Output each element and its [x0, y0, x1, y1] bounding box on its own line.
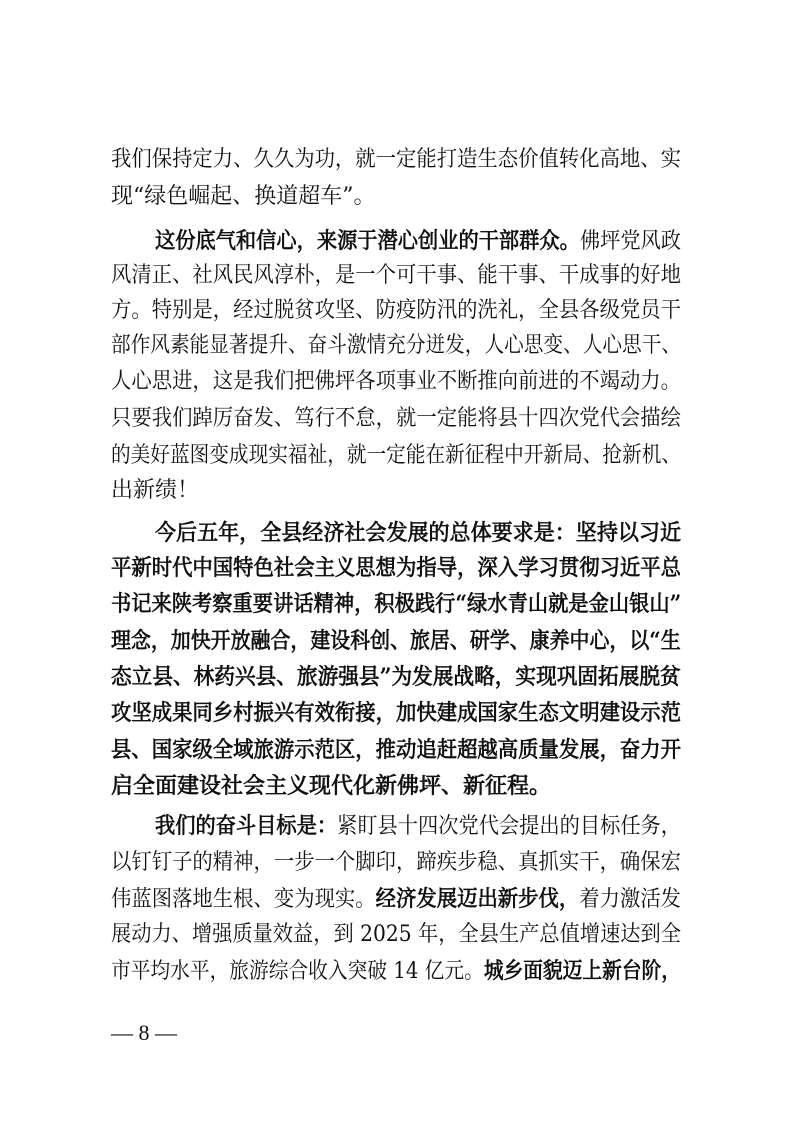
text-run: 的美好蓝图变成现实福祉，就一定能在新征程中开新局、抢新机、	[111, 443, 682, 468]
text-run: 佛坪党风政	[579, 229, 682, 254]
paragraph-2-line-3	[111, 621, 681, 661]
paragraph-1-line-0	[155, 221, 681, 261]
paragraph-1-line-5	[111, 399, 681, 439]
text-run: 人心思进，这是我们把佛坪各项事业不断推向前进的不竭动力。	[111, 369, 682, 394]
paragraph-2-line-6	[111, 730, 681, 770]
text-run: 紧盯县十四次党代会提出的目标任务，	[337, 814, 682, 839]
paragraph-2-line-5	[111, 693, 681, 733]
paragraph-1-line-6	[111, 436, 681, 476]
text-run-bold: 理念，加快开放融合，建设科创、旅居、研学、康养中心，以“生	[111, 628, 681, 654]
text-run-bold: 攻坚成果同乡村振兴有效衔接，加快建成国家生态文明建设示范	[111, 700, 682, 726]
paragraph-3-line-0	[155, 806, 681, 846]
text-run-bold: 态立县、林药兴县、旅游强县”为发展战略，实现巩固拓展脱贫	[111, 664, 681, 690]
text-run-bold: 我们的奋斗目标是：	[155, 813, 338, 839]
paragraph-1-line-3	[111, 326, 681, 366]
paragraph-2-line-7	[111, 766, 551, 806]
paragraph-2-line-4	[111, 657, 681, 697]
paragraph-3-line-3	[111, 915, 681, 955]
paragraph-1-line-2	[111, 291, 681, 331]
text-run: 方。特别是，经过脱贫攻坚、防疫防汛的洗礼，全县各级党员干	[111, 298, 682, 323]
text-run-bold: 启全面建设社会主义现代化新佛坪、新征程。	[111, 773, 552, 799]
text-run-bold: 平新时代中国特色社会主义思想为指导，深入学习贯彻习近平总	[111, 555, 682, 581]
paragraph-3-line-1	[111, 843, 681, 883]
text-run-bold: 城乡面貌迈上新台阶，	[483, 958, 681, 984]
paragraph-1-line-7	[111, 471, 199, 511]
text-run: 出新绩！	[111, 478, 200, 503]
page-number: — 8 —	[111, 1020, 177, 1045]
text-run-bold: 这份底气和信心，来源于潜心创业的干部群众。	[155, 228, 580, 254]
text-run: 风清正、社风民风淳朴，是一个可干事、能干事、干成事的好地	[111, 263, 682, 288]
paragraph-2-line-1	[111, 548, 681, 588]
text-run-bold: 今后五年，全县经济社会发展的总体要求是：坚持以习近	[155, 520, 682, 546]
text-run: 以钉钉子的精神，一步一个脚印，蹄疾步稳、真抓实干，确保宏	[111, 850, 682, 875]
text-run: 着力激活发	[579, 887, 682, 912]
text-run-bold: 县、国家级全域旅游示范区，推动追赶超越高质量发展，奋力开	[111, 737, 682, 763]
paragraph-2-line-0	[155, 513, 681, 553]
paragraph-0-line-0	[111, 140, 681, 180]
text-run: 部作风素能显著提升、奋斗激情充分迸发，人心思变、人心思干、	[111, 333, 682, 358]
text-run-bold: 经济发展迈出新步伐，	[375, 886, 580, 912]
text-run: 伟蓝图落地生根、变为现实。	[111, 887, 376, 912]
paragraph-1-line-1	[111, 256, 681, 296]
text-run: 只要我们踔厉奋发、笃行不怠，就一定能将县十四次党代会描绘	[111, 406, 682, 431]
text-run: 现“绿色崛起、换道超车”。	[111, 184, 376, 209]
text-run: 市平均水平，旅游综合收入突破 14 亿元。	[111, 959, 484, 984]
paragraph-3-line-4	[111, 951, 681, 991]
text-run: 展动力、增强质量效益，到 2025 年，全县生产总值增速达到全	[111, 922, 681, 947]
paragraph-1-line-4	[111, 362, 681, 402]
paragraph-2-line-2	[111, 584, 681, 624]
text-run: 我们保持定力、久久为功，就一定能打造生态价值转化高地、实	[111, 147, 682, 172]
paragraph-0-line-1	[111, 177, 376, 217]
text-run-bold: 书记来陕考察重要讲话精神，积极践行“绿水青山就是金山银山”	[111, 591, 682, 617]
paragraph-3-line-2	[111, 879, 681, 919]
